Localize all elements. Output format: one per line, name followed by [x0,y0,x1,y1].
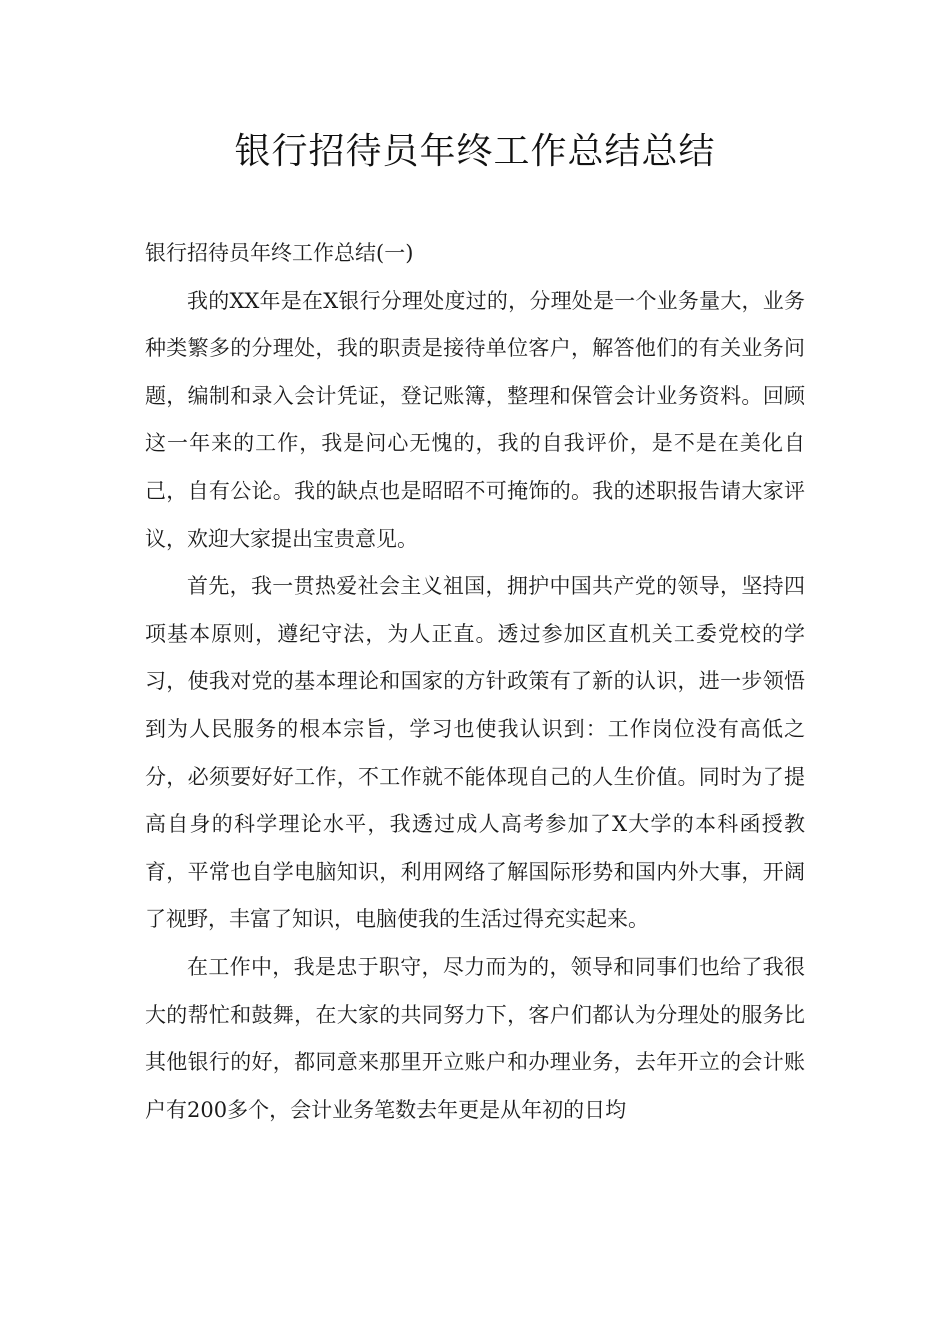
document-body [145,230,805,1134]
section-heading: 银行招待员年终工作总结(一) [145,241,414,265]
paragraph-3: 在工作中，我是忠于职守，尽力而为的，领导和同事们也给了我很大的帮忙和鼓舞，在大家的共同努力下，客户们都认为分理处的服务比其他银行的好，都同意来那里开立账户和办理业务，去年开立的会计账户有200多个，会计业务笔数去年更是从年初的日均 [145,954,805,1122]
paragraph-2: 首先，我一贯热爱社会主义祖国，拥护中国共产党的领导，坚持四项基本原则，遵纪守法，为人正直。透过参加区直机关工委党校的学习，使我对党的基本理论和国家的方针政策有了新的认识，进一步领悟到为人民服务的根本宗旨，学习也使我认识到：工作岗位没有高低之分，必须要好好工作，不工作就不能体现自己的人生价值。同时为了提高自身的科学理论水平，我透过成人高考参加了X大学的本科函授教育，平常也自学电脑知识，利用网络了解国际形势和国内外大事，开阔了视野，丰富了知识，电脑使我的生活过得充实起来。 [145,574,805,932]
paragraph-1: 我的XX年是在X银行分理处度过的，分理处是一个业务量大，业务种类繁多的分理处，我的职责是接待单位客户，解答他们的有关业务问题，编制和录入会计凭证，登记账簿，整理和保管会计业务资料。回顾这一年来的工作，我是问心无愧的，我的自我评价，是不是在美化自己，自有公论。我的缺点也是昭昭不可掩饰的。我的述职报告请大家评议，欢迎大家提出宝贵意见。 [145,288,805,551]
document-title: 银行招待员年终工作总结总结 [234,131,716,172]
